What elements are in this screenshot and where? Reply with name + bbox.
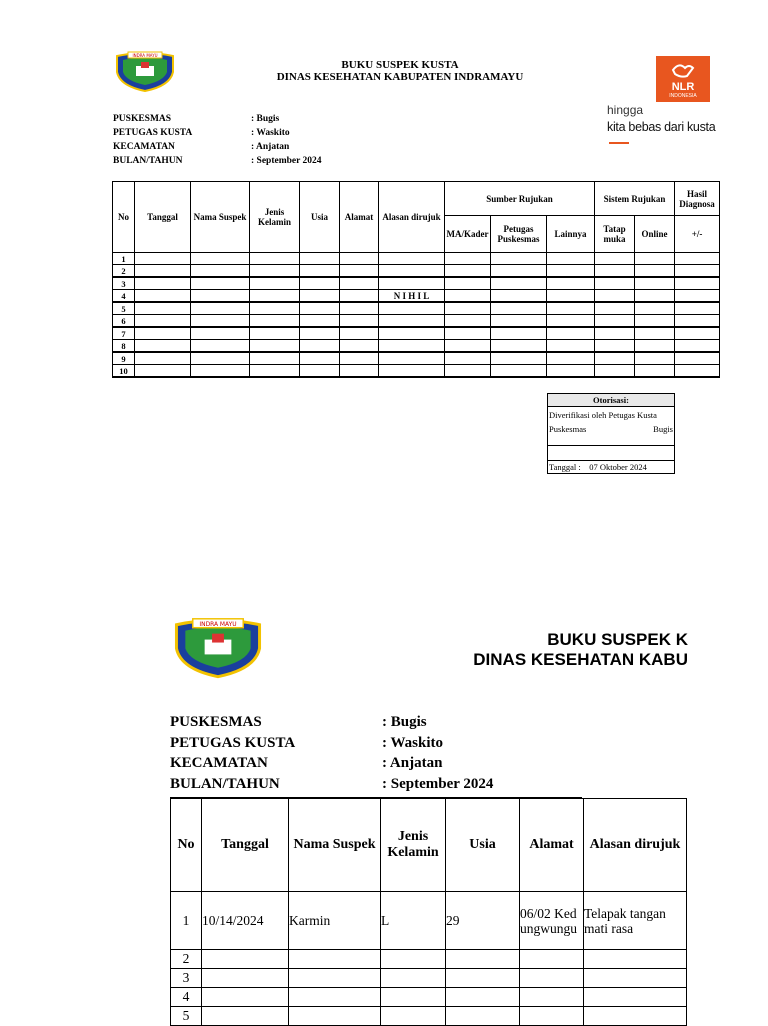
table-cell	[635, 253, 675, 265]
suspek-table	[112, 181, 720, 378]
zoom-title-block	[400, 630, 688, 670]
zoom-cell-alasan: Telapak tangan mati rasa	[584, 892, 687, 950]
table-cell	[250, 340, 300, 353]
table-cell	[340, 365, 379, 378]
table-cell	[191, 352, 250, 365]
info-label: PETUGAS KUSTA	[113, 128, 193, 138]
info-value: : September 2024	[382, 775, 494, 792]
page-subtitle: DINAS KESEHATAN KABUPATEN INDRAMAYU	[276, 71, 524, 83]
table-cell	[340, 277, 379, 290]
table-cell	[340, 315, 379, 328]
table-cell	[191, 290, 250, 303]
table-cell	[595, 277, 635, 290]
table-cell	[340, 265, 379, 278]
cell-no: 9	[113, 352, 135, 365]
info-label: BULAN/TAHUN	[113, 156, 183, 166]
table-cell	[491, 265, 547, 278]
zoom-table-row	[171, 950, 687, 969]
table-cell	[379, 277, 445, 290]
table-cell	[191, 253, 250, 265]
table-cell	[250, 253, 300, 265]
info-value: : Waskito	[251, 128, 290, 138]
table-cell	[379, 352, 445, 365]
otorisasi-line2a: Puskesmas	[549, 424, 587, 434]
table-cell	[595, 290, 635, 303]
table-cell	[635, 327, 675, 340]
zoom-cell-no: 5	[171, 1007, 202, 1026]
nlr-badge-text: NLR	[671, 81, 695, 93]
zoom-cell-nama: Karmin	[289, 892, 381, 950]
th-nama: Nama Suspek	[191, 182, 250, 253]
table-cell	[135, 327, 191, 340]
table-cell	[135, 277, 191, 290]
table-cell	[595, 352, 635, 365]
table-cell	[595, 340, 635, 353]
info-value: : Bugis	[251, 114, 280, 124]
info-value: : Anjatan	[251, 142, 290, 152]
table-cell	[191, 327, 250, 340]
cell-no: 4	[113, 290, 135, 303]
table-cell	[445, 265, 491, 278]
otorisasi-title: Otorisasi:	[548, 394, 675, 407]
cell-no: 8	[113, 340, 135, 353]
info-row-kecamatan	[113, 140, 322, 154]
th-plusminus: +/-	[675, 216, 720, 253]
table-cell	[547, 352, 595, 365]
table-cell	[445, 315, 491, 328]
table-row	[113, 277, 720, 290]
table-cell	[675, 265, 720, 278]
table-cell	[675, 315, 720, 328]
table-cell	[445, 277, 491, 290]
info-label: KECAMATAN	[113, 142, 175, 152]
zoom-page-subtitle: DINAS KESEHATAN KABU	[473, 650, 688, 669]
table-cell	[379, 265, 445, 278]
table-row	[113, 327, 720, 340]
table-cell	[635, 315, 675, 328]
th-petugas: Petugas Puskesmas	[491, 216, 547, 253]
info-value: : Waskito	[382, 734, 443, 751]
zoom-table-row	[171, 892, 687, 950]
table-cell	[250, 302, 300, 315]
zoom-th-alasan: Alasan dirujuk	[584, 799, 687, 892]
nlr-underline	[609, 142, 629, 144]
table-cell	[595, 365, 635, 378]
info-label: PETUGAS KUSTA	[170, 734, 296, 751]
table-cell	[340, 253, 379, 265]
table-cell	[191, 365, 250, 378]
zoom-cell-jenis: L	[381, 892, 446, 950]
table-cell	[340, 327, 379, 340]
th-usia: Usia	[300, 182, 340, 253]
info-value: : Anjatan	[382, 755, 443, 771]
table-cell	[595, 315, 635, 328]
table-cell	[547, 327, 595, 340]
title-block	[250, 59, 550, 83]
table-cell	[135, 365, 191, 378]
table-cell	[300, 327, 340, 340]
indramayu-logo	[114, 50, 176, 92]
cell-no: 2	[113, 265, 135, 278]
cell-no: 10	[113, 365, 135, 378]
th-hasil: Hasil Diagnosa	[675, 182, 720, 216]
table-cell	[300, 277, 340, 290]
zoom-th-no: No	[171, 799, 202, 892]
info-label: PUSKESMAS	[113, 114, 172, 124]
table-cell	[340, 340, 379, 353]
table-cell	[250, 277, 300, 290]
logo-banner-text: INDRA MAYU	[132, 53, 158, 58]
cell-no: 3	[113, 277, 135, 290]
zoom-page-title: BUKU SUSPEK K	[547, 630, 688, 649]
table-cell	[379, 327, 445, 340]
table-cell	[547, 302, 595, 315]
table-cell	[445, 290, 491, 303]
table-cell	[547, 253, 595, 265]
table-cell	[300, 365, 340, 378]
table-row	[113, 253, 720, 265]
otorisasi-line2b: Bugis	[653, 424, 673, 434]
table-cell	[675, 277, 720, 290]
table-cell	[300, 352, 340, 365]
cell-no: 5	[113, 302, 135, 315]
table-cell	[675, 290, 720, 303]
nlr-tagline: kita bebas dari kusta	[607, 120, 716, 134]
zoom-cell-no: 4	[171, 988, 202, 1007]
table-cell	[445, 302, 491, 315]
th-tatap: Tatap muka	[595, 216, 635, 253]
nlr-badge-subtext: INDONESIA	[669, 93, 697, 99]
table-cell	[491, 253, 547, 265]
table-cell	[379, 253, 445, 265]
indramayu-logo-zoom	[172, 614, 264, 680]
table-cell	[135, 302, 191, 315]
table-cell	[250, 315, 300, 328]
zoom-table-row	[171, 1007, 687, 1026]
table-cell	[491, 365, 547, 378]
zoom-suspek-table	[170, 798, 687, 1026]
table-cell	[635, 277, 675, 290]
info-label: KECAMATAN	[170, 755, 268, 771]
table-cell	[635, 365, 675, 378]
table-cell	[340, 302, 379, 315]
info-block	[113, 112, 322, 168]
crest-icon-zoom	[172, 614, 264, 680]
nlr-logo	[656, 56, 710, 102]
otorisasi-blank	[548, 446, 675, 461]
table-cell	[635, 352, 675, 365]
table-cell	[675, 302, 720, 315]
table-cell	[250, 290, 300, 303]
table-cell	[595, 302, 635, 315]
table-cell	[547, 277, 595, 290]
table-cell	[379, 365, 445, 378]
cell-no: 1	[113, 253, 135, 265]
table-cell	[491, 352, 547, 365]
table-row	[113, 352, 720, 365]
zoom-th-tanggal: Tanggal	[202, 799, 289, 892]
table-cell	[635, 290, 675, 303]
table-cell	[135, 315, 191, 328]
zoom-info-row-petugas	[170, 733, 493, 754]
table-cell	[250, 352, 300, 365]
th-sistem: Sistem Rujukan	[595, 182, 675, 216]
logo-banner-text: INDRA MAYU	[199, 621, 237, 629]
table-cell	[445, 365, 491, 378]
otorisasi-date-label: Tanggal :	[549, 462, 581, 472]
table-cell	[191, 277, 250, 290]
table-cell	[595, 327, 635, 340]
table-cell	[595, 265, 635, 278]
th-alasan: Alasan dirujuk	[379, 182, 445, 253]
th-sumber: Sumber Rujukan	[445, 182, 595, 216]
table-cell	[379, 340, 445, 353]
th-online: Online	[635, 216, 675, 253]
otorisasi-text	[548, 407, 675, 446]
table-cell	[491, 277, 547, 290]
table-cell	[300, 302, 340, 315]
otorisasi-date-value: 07 Oktober 2024	[589, 462, 647, 472]
zoom-cell-no: 2	[171, 950, 202, 969]
table-cell	[135, 290, 191, 303]
info-label: BULAN/TAHUN	[170, 775, 280, 792]
cell-no: 7	[113, 327, 135, 340]
page-title: BUKU SUSPEK KUSTA	[341, 59, 459, 71]
hands-icon	[671, 60, 695, 80]
th-ma-kader: MA/Kader	[445, 216, 491, 253]
table-cell	[340, 290, 379, 303]
table-cell	[135, 265, 191, 278]
otorisasi-line1: Diverifikasi oleh Petugas Kusta	[549, 410, 657, 420]
table-cell	[300, 315, 340, 328]
table-cell	[250, 365, 300, 378]
table-cell	[191, 265, 250, 278]
table-cell	[191, 340, 250, 353]
zoom-cell-usia: 29	[446, 892, 520, 950]
zoom-th-jenis: Jenis Kelamin	[381, 799, 446, 892]
table-row	[113, 315, 720, 328]
table-cell	[491, 302, 547, 315]
zoom-th-usia: Usia	[446, 799, 520, 892]
table-cell	[547, 265, 595, 278]
zoom-cell-no: 1	[171, 892, 202, 950]
table-cell	[135, 253, 191, 265]
table-cell	[675, 327, 720, 340]
info-value: : September 2024	[251, 156, 322, 166]
info-row-bulan	[113, 154, 322, 168]
table-cell	[379, 315, 445, 328]
table-cell	[547, 365, 595, 378]
otorisasi-box	[547, 393, 675, 474]
zoom-cell-tanggal: 10/14/2024	[202, 892, 289, 950]
table-row	[113, 265, 720, 278]
zoom-info-row-puskesmas	[170, 712, 493, 733]
cell-no: 6	[113, 315, 135, 328]
table-cell	[379, 302, 445, 315]
table-cell	[445, 352, 491, 365]
table-cell	[491, 315, 547, 328]
crest-icon	[114, 50, 176, 92]
info-row-petugas	[113, 126, 322, 140]
table-cell	[547, 290, 595, 303]
table-cell	[675, 365, 720, 378]
table-row	[113, 340, 720, 353]
otorisasi-date	[548, 461, 675, 474]
table-cell	[135, 352, 191, 365]
table-cell	[300, 265, 340, 278]
table-cell	[445, 327, 491, 340]
table-cell	[445, 340, 491, 353]
nihil-text: N I H I L	[379, 290, 445, 303]
table-cell	[300, 340, 340, 353]
table-cell	[445, 253, 491, 265]
table-cell	[191, 302, 250, 315]
zoom-th-nama: Nama Suspek	[289, 799, 381, 892]
zoom-th-alamat: Alamat	[520, 799, 584, 892]
zoom-table-row	[171, 969, 687, 988]
table-cell	[491, 327, 547, 340]
table-cell	[675, 340, 720, 353]
table-cell	[340, 352, 379, 365]
table-row	[113, 302, 720, 315]
table-cell	[635, 302, 675, 315]
table-cell	[547, 340, 595, 353]
table-row	[113, 365, 720, 378]
th-tanggal: Tanggal	[135, 182, 191, 253]
table-cell	[635, 340, 675, 353]
table-cell	[547, 315, 595, 328]
zoom-cell-no: 3	[171, 969, 202, 988]
table-cell	[595, 253, 635, 265]
table-cell	[491, 290, 547, 303]
table-cell	[635, 265, 675, 278]
table-cell	[300, 290, 340, 303]
th-lainnya: Lainnya	[547, 216, 595, 253]
info-row-puskesmas	[113, 112, 322, 126]
info-label: PUSKESMAS	[170, 714, 262, 730]
table-cell	[675, 352, 720, 365]
zoom-cell-alamat: 06/02 Kedungwungu	[520, 892, 584, 950]
zoom-info-row-bulan	[170, 774, 493, 795]
zoom-info-row-kecamatan	[170, 753, 493, 774]
table-cell	[675, 253, 720, 265]
table-cell	[491, 340, 547, 353]
th-no: No	[113, 182, 135, 253]
th-jenis: Jenis Kelamin	[250, 182, 300, 253]
table-cell	[191, 315, 250, 328]
zoom-table-row	[171, 988, 687, 1007]
table-cell	[250, 265, 300, 278]
info-value: : Bugis	[382, 714, 427, 730]
table-row	[113, 290, 720, 303]
zoom-info-block	[170, 712, 493, 794]
th-alamat: Alamat	[340, 182, 379, 253]
table-cell	[300, 253, 340, 265]
table-cell	[135, 340, 191, 353]
nlr-tagline-small: hingga	[607, 103, 644, 117]
table-cell	[250, 327, 300, 340]
